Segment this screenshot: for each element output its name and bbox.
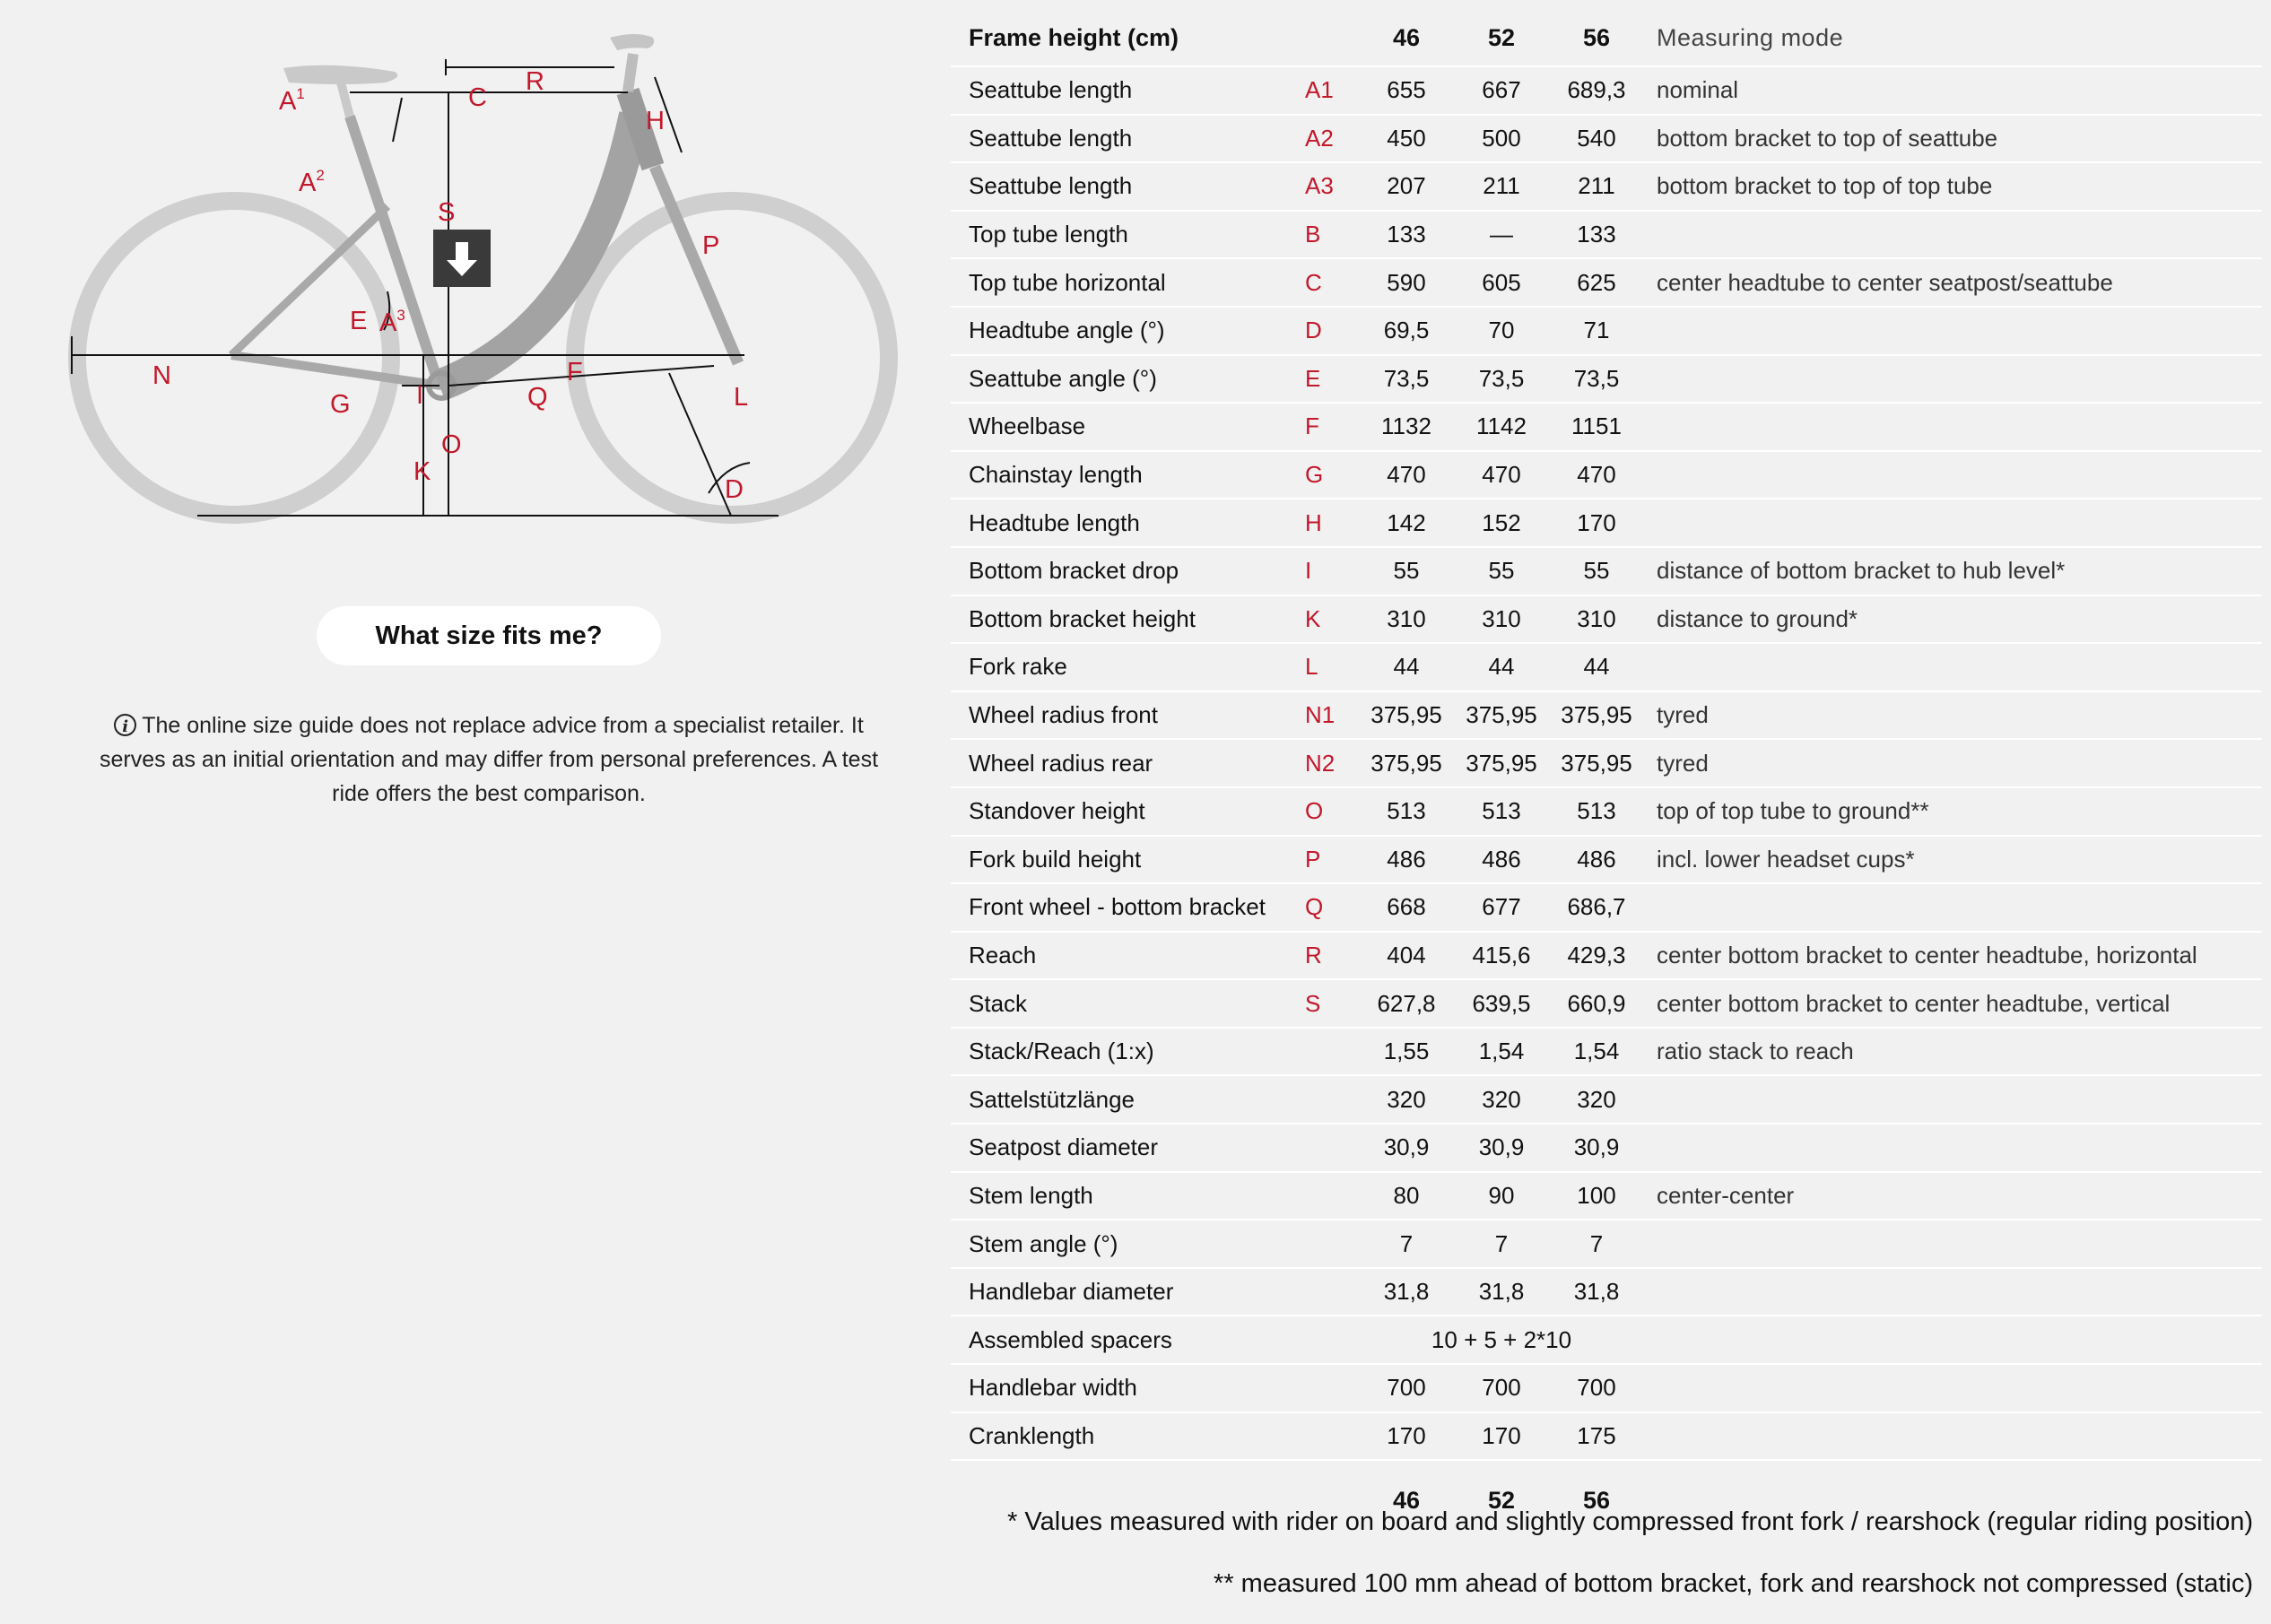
row-value: 31,8 [1454, 1268, 1549, 1316]
table-row [951, 787, 2262, 836]
stem [628, 54, 633, 91]
row-value: 80 [1359, 1172, 1454, 1220]
row-value: 142 [1359, 499, 1454, 547]
label-s: S [438, 198, 456, 227]
row-value: 1142 [1454, 403, 1549, 451]
row-measuring-mode [1644, 1364, 2262, 1412]
row-code: N2 [1305, 739, 1359, 787]
row-value: 320 [1454, 1075, 1549, 1124]
row-value: 170 [1359, 1412, 1454, 1461]
table-header-row [951, 10, 2262, 66]
row-label: Cranklength [951, 1412, 1305, 1461]
row-value: 7 [1359, 1220, 1454, 1268]
row-label: Seattube length [951, 162, 1305, 211]
row-value: 415,6 [1454, 932, 1549, 980]
row-value: 152 [1454, 499, 1549, 547]
row-label: Top tube horizontal [951, 258, 1305, 307]
row-code: R [1305, 932, 1359, 980]
row-value: 170 [1549, 499, 1644, 547]
row-value: 31,8 [1359, 1268, 1454, 1316]
row-value: 73,5 [1359, 355, 1454, 404]
label-g: G [330, 390, 351, 419]
table-row [951, 691, 2262, 740]
row-label: Bottom bracket height [951, 595, 1305, 644]
row-measuring-mode: center bottom bracket to center headtube, horizontal [1644, 932, 2262, 980]
row-label: Top tube length [951, 211, 1305, 259]
row-code [1305, 1412, 1359, 1461]
row-code: O [1305, 787, 1359, 836]
row-value: 375,95 [1549, 691, 1644, 740]
row-value: 44 [1549, 643, 1644, 691]
row-value: 70 [1454, 307, 1549, 355]
row-value: 170 [1454, 1412, 1549, 1461]
size-guide-disclaimer [90, 708, 888, 811]
row-value: 605 [1454, 258, 1549, 307]
table-row [951, 1124, 2262, 1172]
row-value: 30,9 [1549, 1124, 1644, 1172]
table-row [951, 1364, 2262, 1412]
row-label: Bottom bracket drop [951, 547, 1305, 595]
row-value: 1151 [1549, 403, 1644, 451]
row-value: 375,95 [1454, 691, 1549, 740]
header-measuring-mode: Measuring mode [1644, 10, 2262, 66]
label-c: C [468, 83, 487, 112]
footer-size: 52 [1487, 1486, 1516, 1514]
row-measuring-mode: distance to ground* [1644, 595, 2262, 644]
label-h: H [646, 107, 665, 135]
row-value: 486 [1549, 836, 1644, 884]
row-code: I [1305, 547, 1359, 595]
row-label: Stem angle (°) [951, 1220, 1305, 1268]
row-value: 30,9 [1454, 1124, 1549, 1172]
label-i: I [416, 381, 424, 410]
table-row [951, 499, 2262, 547]
header-size: 46 [1359, 10, 1454, 66]
row-measuring-mode: bottom bracket to top of top tube [1644, 162, 2262, 211]
table-row [951, 115, 2262, 163]
row-label: Standover height [951, 787, 1305, 836]
row-label: Seatpost diameter [951, 1124, 1305, 1172]
label-e: E [350, 307, 368, 335]
row-value: 1132 [1359, 403, 1454, 451]
row-value: 10 + 5 + 2*10 [1359, 1316, 1644, 1364]
row-measuring-mode: top of top tube to ground** [1644, 787, 2262, 836]
row-value: 310 [1454, 595, 1549, 644]
row-value: 133 [1549, 211, 1644, 259]
row-label: Headtube angle (°) [951, 307, 1305, 355]
row-measuring-mode [1644, 1412, 2262, 1461]
table-row [951, 1412, 2262, 1461]
row-code: A3 [1305, 162, 1359, 211]
saddle [283, 65, 397, 84]
row-measuring-mode [1644, 307, 2262, 355]
row-code: P [1305, 836, 1359, 884]
row-measuring-mode [1644, 451, 2262, 499]
row-measuring-mode [1644, 211, 2262, 259]
table-row [951, 355, 2262, 404]
table-row [951, 211, 2262, 259]
row-label: Stem length [951, 1172, 1305, 1220]
table-row [951, 836, 2262, 884]
row-code [1305, 1028, 1359, 1076]
row-value: 1,54 [1454, 1028, 1549, 1076]
row-label: Front wheel - bottom bracket [951, 883, 1305, 932]
row-value: 450 [1359, 115, 1454, 163]
row-value: 486 [1454, 836, 1549, 884]
row-value: 69,5 [1359, 307, 1454, 355]
row-code: B [1305, 211, 1359, 259]
row-code: H [1305, 499, 1359, 547]
label-a1: $A^1$ [279, 85, 305, 116]
footer-size: 56 [1582, 1486, 1611, 1514]
row-value: 71 [1549, 307, 1644, 355]
table-row [951, 595, 2262, 644]
row-value: 513 [1549, 787, 1644, 836]
row-value: 625 [1549, 258, 1644, 307]
table-row [951, 1268, 2262, 1316]
row-label: Wheel radius front [951, 691, 1305, 740]
row-value: 207 [1359, 162, 1454, 211]
row-value: 686,7 [1549, 883, 1644, 932]
row-code [1305, 1268, 1359, 1316]
size-finder-button[interactable]: What size fits me? [317, 606, 661, 665]
row-value: 513 [1454, 787, 1549, 836]
row-value: 486 [1359, 836, 1454, 884]
label-a3: $A^3$ [379, 307, 405, 337]
label-p: P [702, 231, 720, 260]
row-value: 375,95 [1549, 739, 1644, 787]
table-row [951, 66, 2262, 115]
table-row [951, 403, 2262, 451]
row-value: 375,95 [1454, 739, 1549, 787]
row-value: 627,8 [1359, 979, 1454, 1028]
row-label: Fork rake [951, 643, 1305, 691]
row-code [1305, 1075, 1359, 1124]
handlebar [610, 34, 654, 50]
row-value: 590 [1359, 258, 1454, 307]
row-value: 44 [1359, 643, 1454, 691]
row-value: 310 [1549, 595, 1644, 644]
table-row [951, 1172, 2262, 1220]
row-value: 175 [1549, 1412, 1644, 1461]
label-f: F [567, 358, 583, 386]
row-value: 7 [1549, 1220, 1644, 1268]
row-value: 310 [1359, 595, 1454, 644]
row-value: 1,54 [1549, 1028, 1644, 1076]
row-code: G [1305, 451, 1359, 499]
row-value: 211 [1549, 162, 1644, 211]
header-frame-height: Frame height (cm) [951, 10, 1305, 66]
label-d: D [725, 475, 744, 504]
row-value: 700 [1549, 1364, 1644, 1412]
table-row [951, 932, 2262, 980]
table-row [951, 1028, 2262, 1076]
row-measuring-mode: center bottom bracket to center headtube, vertical [1644, 979, 2262, 1028]
row-measuring-mode: ratio stack to reach [1644, 1028, 2262, 1076]
row-value: 30,9 [1359, 1124, 1454, 1172]
row-measuring-mode: bottom bracket to top of seattube [1644, 115, 2262, 163]
label-k: K [413, 457, 431, 486]
row-value: 73,5 [1549, 355, 1644, 404]
row-measuring-mode [1644, 355, 2262, 404]
row-value: 540 [1549, 115, 1644, 163]
row-measuring-mode: incl. lower headset cups* [1644, 836, 2262, 884]
row-value: 31,8 [1549, 1268, 1644, 1316]
table-row [951, 451, 2262, 499]
row-code [1305, 1220, 1359, 1268]
label-a2: $A^2$ [299, 167, 325, 197]
row-value: 44 [1454, 643, 1549, 691]
row-label: Wheelbase [951, 403, 1305, 451]
row-value: 90 [1454, 1172, 1549, 1220]
row-measuring-mode: tyred [1644, 691, 2262, 740]
footnote-riding-position: * Values measured with rider on board and slightly compressed front fork / rearshock (regular riding position) [1007, 1507, 2253, 1536]
footnote-static: ** measured 100 mm ahead of bottom bracket, fork and rearshock not compressed (static) [1214, 1569, 2253, 1598]
row-label: Seattube angle (°) [951, 355, 1305, 404]
row-value: 7 [1454, 1220, 1549, 1268]
row-measuring-mode: distance of bottom bracket to hub level* [1644, 547, 2262, 595]
row-measuring-mode: nominal [1644, 66, 2262, 115]
row-value: 375,95 [1359, 691, 1454, 740]
row-code: E [1305, 355, 1359, 404]
row-value: 320 [1549, 1075, 1644, 1124]
row-value: — [1454, 211, 1549, 259]
row-value: 470 [1549, 451, 1644, 499]
row-value: 211 [1454, 162, 1549, 211]
row-code: A2 [1305, 115, 1359, 163]
row-value: 55 [1549, 547, 1644, 595]
row-label: Handlebar diameter [951, 1268, 1305, 1316]
row-measuring-mode [1644, 1075, 2262, 1124]
row-code [1305, 1172, 1359, 1220]
row-value: 513 [1359, 787, 1454, 836]
table-row [951, 979, 2262, 1028]
header-size: 56 [1549, 10, 1644, 66]
row-code: F [1305, 403, 1359, 451]
row-measuring-mode [1644, 499, 2262, 547]
table-row [951, 643, 2262, 691]
row-value: 667 [1454, 66, 1549, 115]
label-o: O [441, 430, 462, 459]
label-n: N [152, 361, 171, 390]
row-label: Reach [951, 932, 1305, 980]
row-label: Handlebar width [951, 1364, 1305, 1412]
chain-stay [231, 355, 441, 386]
table-row [951, 307, 2262, 355]
row-value: 677 [1454, 883, 1549, 932]
row-value: 689,3 [1549, 66, 1644, 115]
row-value: 429,3 [1549, 932, 1644, 980]
row-label: Headtube length [951, 499, 1305, 547]
row-measuring-mode [1644, 1268, 2262, 1316]
row-value: 320 [1359, 1075, 1454, 1124]
row-label: Chainstay length [951, 451, 1305, 499]
row-code: D [1305, 307, 1359, 355]
geometry-table [951, 10, 2262, 1540]
seatpost [341, 83, 350, 117]
row-code: A1 [1305, 66, 1359, 115]
row-label: Wheel radius rear [951, 739, 1305, 787]
row-code: C [1305, 258, 1359, 307]
row-value: 375,95 [1359, 739, 1454, 787]
row-label: Stack [951, 979, 1305, 1028]
row-value: 655 [1359, 66, 1454, 115]
row-value: 470 [1359, 451, 1454, 499]
bike-geometry-diagram [54, 18, 915, 538]
row-label: Assembled spacers [951, 1316, 1305, 1364]
info-icon: i [114, 714, 136, 736]
table-row [951, 1075, 2262, 1124]
row-code [1305, 1364, 1359, 1412]
disclaimer-text: The online size guide does not replace advice from a specialist retailer. It serves as an initial orientation and may differ from personal preferences. A test ride offers the best comparison. [99, 713, 879, 806]
row-value: 668 [1359, 883, 1454, 932]
row-value: 404 [1359, 932, 1454, 980]
row-code: K [1305, 595, 1359, 644]
row-value: 73,5 [1454, 355, 1549, 404]
row-label: Stack/Reach (1:x) [951, 1028, 1305, 1076]
label-r: R [526, 67, 544, 96]
row-label: Fork build height [951, 836, 1305, 884]
row-value: 700 [1359, 1364, 1454, 1412]
footer-size: 46 [1392, 1486, 1421, 1514]
row-label: Seattube length [951, 66, 1305, 115]
row-measuring-mode [1644, 1316, 2262, 1364]
table-row [951, 162, 2262, 211]
table-row [951, 547, 2262, 595]
row-code [1305, 1124, 1359, 1172]
row-code: Q [1305, 883, 1359, 932]
row-value: 660,9 [1549, 979, 1644, 1028]
row-label: Sattelstützlänge [951, 1075, 1305, 1124]
row-value: 1,55 [1359, 1028, 1454, 1076]
row-measuring-mode: center-center [1644, 1172, 2262, 1220]
row-value: 700 [1454, 1364, 1549, 1412]
row-measuring-mode [1644, 643, 2262, 691]
row-value: 500 [1454, 115, 1549, 163]
row-value: 639,5 [1454, 979, 1549, 1028]
row-measuring-mode [1644, 883, 2262, 932]
table-row [951, 1220, 2262, 1268]
geometry-panel [0, 0, 951, 1624]
row-value: 100 [1549, 1172, 1644, 1220]
label-l: L [734, 383, 749, 412]
row-measuring-mode: center headtube to center seatpost/seattube [1644, 258, 2262, 307]
table-row [951, 1316, 2262, 1364]
label-q: Q [527, 383, 548, 412]
row-value: 133 [1359, 211, 1454, 259]
header-size: 52 [1454, 10, 1549, 66]
row-value: 55 [1359, 547, 1454, 595]
row-measuring-mode [1644, 403, 2262, 451]
table-row [951, 739, 2262, 787]
row-value: 55 [1454, 547, 1549, 595]
row-measuring-mode [1644, 1124, 2262, 1172]
row-label: Seattube length [951, 115, 1305, 163]
table-row [951, 883, 2262, 932]
row-code [1305, 1316, 1359, 1364]
row-measuring-mode [1644, 1220, 2262, 1268]
row-measuring-mode: tyred [1644, 739, 2262, 787]
row-code: L [1305, 643, 1359, 691]
row-code: S [1305, 979, 1359, 1028]
table-row [951, 258, 2262, 307]
row-value: 470 [1454, 451, 1549, 499]
row-code: N1 [1305, 691, 1359, 740]
